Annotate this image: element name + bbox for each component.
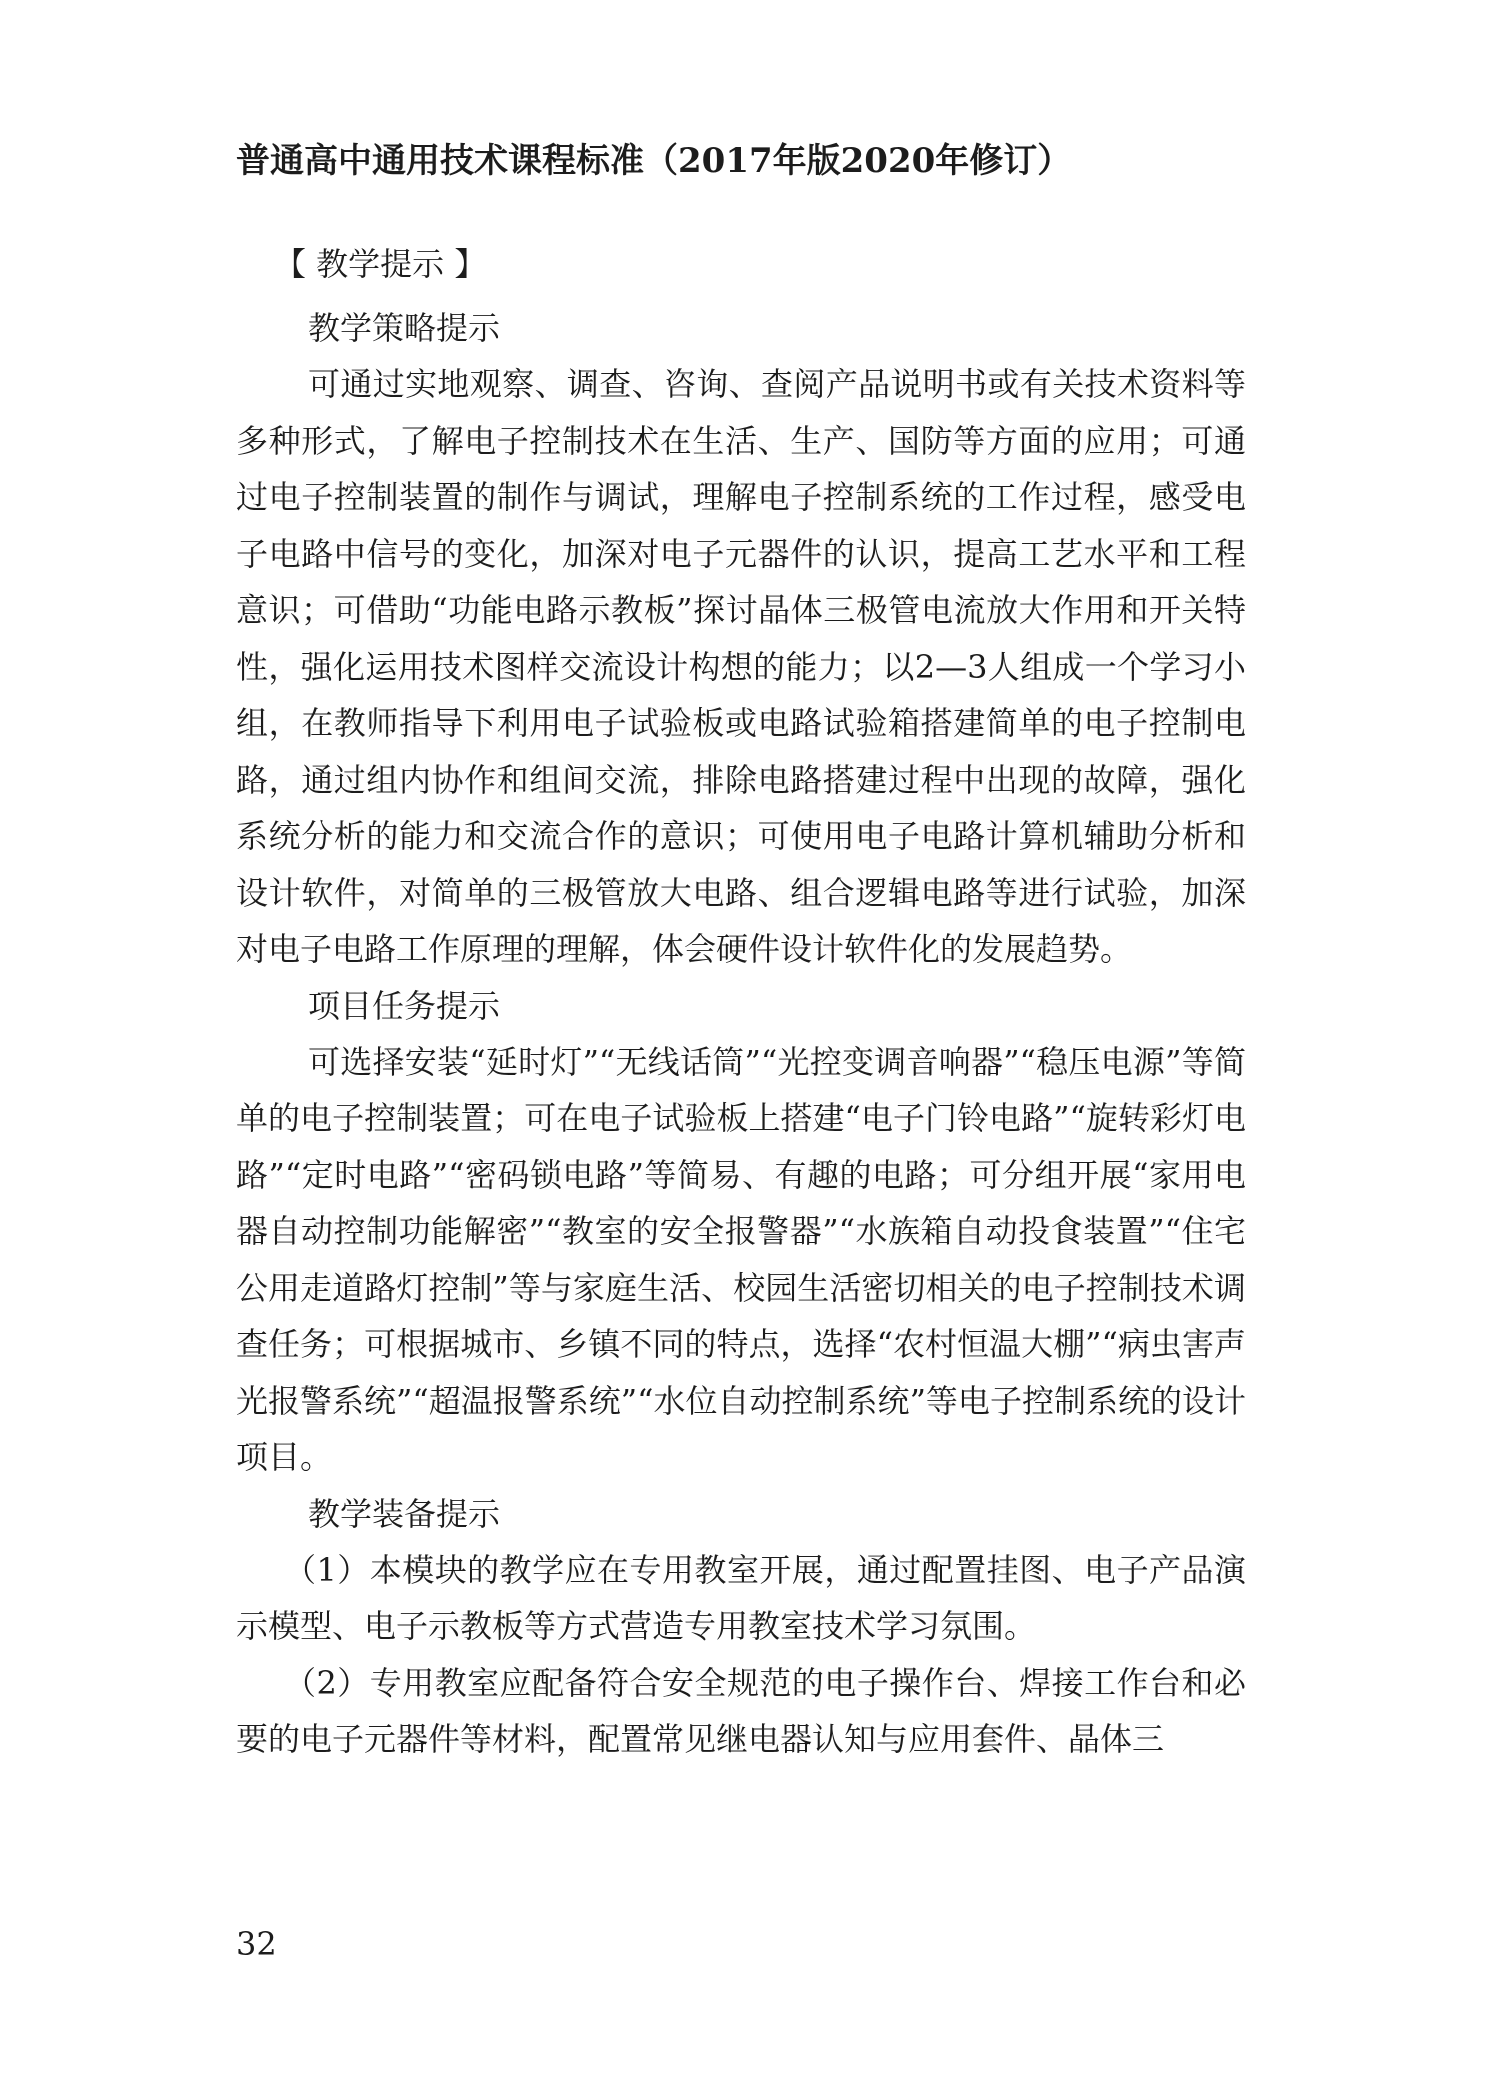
strategy-paragraph: 可通过实地观察、调查、咨询、查阅产品说明书或有关技术资料等多种形式，了解电子控制技术在生活、生产、国防等方面的应用；可通过电子控制装置的制作与调试，理解电子控制系统的工作过程，感受电子电路中信号的变化，加深对电子元器件的认识，提高工艺水平和工程意识；可借助“功能电路示教板”探讨晶体三极管电流放大作用和开关特性，强化运用技术图样交流设计构想的能力；以2—3人组成一个学习小组，在教师指导下利用电子试验板或电路试验箱搭建简单的电子控制电路，通过组内协作和组间交流，排除电路搭建过程中出现的故障，强化系统分析的能力和交流合作的意识；可使用电子电路计算机辅助分析和设计软件，对简单的三极管放大电路、组合逻辑电路等进行试验，加深对电子电路工作原理的理解，体会硬件设计软件化的发展趋势。: [236, 365, 1246, 968]
running-header: 普通高中通用技术课程标准（2017年版2020年修订）: [236, 141, 1072, 181]
page-number: 32: [236, 1925, 277, 1963]
project-heading: 项目任务提示: [308, 986, 501, 1025]
equipment-item-2: （2）专用教室应配备符合安全规范的电子操作台、焊接工作台和必要的电子元器件等材料，配置常见继电器认知与应用套件、晶体三: [236, 1663, 1246, 1758]
strategy-heading: 教学策略提示: [308, 309, 501, 347]
section-title: 【 教学提示 】: [274, 245, 487, 283]
project-paragraph: 可选择安装“延时灯”“无线话筒”“光控变调音响器”“稳压电源”等简单的电子控制装置；可在电子试验板上搭建“电子门铃电路”“旋转彩灯电路”“定时电路”“密码锁电路”等简易、有趣的电路；可分组开展“家用电器自动控制功能解密”“教室的安全报警器”“水族箱自动投食装置”“住宅公用走道路灯控制”等与家庭生活、校园生活密切相关的电子控制技术调查任务；可根据城市、乡镇不同的特点，选择“农村恒温大棚”“病虫害声光报警系统”“超温报警系统”“水位自动控制系统”等电子控制系统的设计项目。: [236, 1042, 1246, 1476]
equipment-item-1: （1）本模块的教学应在专用教室开展，通过配置挂图、电子产品演示模型、电子示教板等方式营造专用教室技术学习氛围。: [236, 1550, 1246, 1645]
equipment-heading: 教学装备提示: [308, 1494, 501, 1533]
page-body: [236, 230, 1246, 1768]
